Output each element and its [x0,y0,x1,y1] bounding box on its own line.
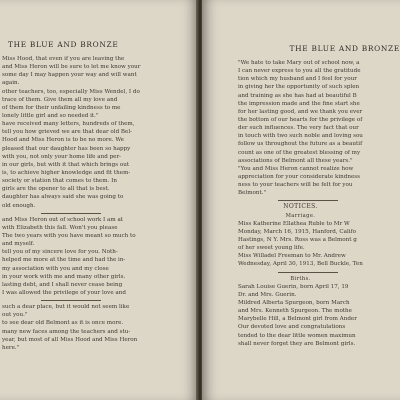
text-line: lasting debt, and I shall never cease being [2,281,123,288]
text-line: tion which my husband and I feel for your [238,76,357,83]
text-line: I was allowed the privilege of your love and [2,289,126,296]
text-line: other teachers, too, especially Miss Wendel, I do [2,88,140,95]
text-line: the bottom of our hearts for the privilege of [238,116,363,123]
text-line: count as one of the greatest blessing of my [238,149,361,156]
text-line: Monday, March 16, 1915, Hanford, Califo [238,228,356,235]
text-line: and Mrs. Kenneth Spurgeon. The mothe [238,308,352,315]
text-line: trace of them. Give them all my love and [2,96,118,103]
text-line: girls are the opener to all that is best. [2,186,110,193]
left-page-body [2,55,140,352]
text-line: lonely little girl and so needed it." [2,112,99,119]
text-line: Miss Willadel Freeman to Mr. Andrew [238,253,346,260]
text-line: I can never express to you all the gratitude [238,68,361,75]
text-line: with you, not only your home life and per- [2,153,122,160]
text-line: year, but most of all Miss Hood and Miss Heron [2,336,138,343]
text-line: old enough. [2,202,36,209]
left-page [0,0,198,400]
text-line: the impression made and the fine start she [238,100,360,107]
text-line: for her lasting good, and we thank you ever [238,108,363,115]
text-line: of her sweet young life. [238,245,305,252]
section-divider [41,300,101,301]
text-line: ness to your teachers will be felt for you [238,182,353,189]
marriage-heading: Marriage. [285,212,316,219]
text-line: have received many letters, hundreds of them, [2,121,135,128]
text-line: my association with you and my close [2,265,109,272]
text-line: Our devoted love and congratulations [238,324,346,331]
text-line: tended to the dear little women maximun [238,332,356,339]
text-line: Hood and Miss Heron is to be no more. We [2,137,124,144]
text-line: of them for their unfailing kindness to me [2,104,121,111]
text-line: and Miss Heron will be sure to let me know your [2,64,141,71]
text-line: some day I may happen your way and will want [2,72,137,79]
right-running-header: THE BLUE AND BRONZE [289,44,400,53]
text-line: with Elizabeth this fall. Won't you please [2,224,118,231]
notices-heading: NOTICES. [283,203,318,211]
text-line: der such influences. The very fact that our [238,125,359,132]
text-line: to see dear old Belmont as it is once more. [2,320,124,327]
text-line: and Miss Heron out of school work I am at [2,216,124,223]
text-line: pleased that our daughter has been so happy [2,145,131,152]
text-line: Sarah Louise Guerin, born April 17, 19 [238,283,349,290]
text-line: in our girls, but with it that which brings out [2,161,130,168]
section-divider [41,213,101,214]
left-running-header: THE BLUE AND BRONZE [8,40,119,49]
text-line: appreciation for your considerate kindness [238,173,361,180]
text-line: Dr. and Mrs. Guerin. [238,291,297,298]
text-line: and training as she has had at beautiful B [238,92,357,99]
text-line: Mildred Alberta Spurgeon, born March [238,299,350,306]
text-line: Wednesday, April 30, 1913, Bell Buckle, Ten [238,261,363,268]
text-line: Marybelle Hill, a Belmont girl from Ander [238,316,357,323]
text-line: tell you of my sincere love for you. Noth- [2,249,118,256]
text-line: in touch with two such noble and loving sou [238,133,363,140]
text-line: "We hate to take Mary out of school now, a [238,60,360,66]
section-divider [278,272,338,273]
text-line: here." [2,344,20,351]
right-page-body [238,59,363,348]
text-line: again. [2,80,20,87]
text-line: Miss Katherine Ellathea Ruble to Mr W [238,220,350,227]
text-line: tell you how grieved we are that dear old Bel- [2,129,133,136]
text-line: follow us throughout the future as a beautif [238,141,363,148]
text-line: out you." [2,312,28,319]
section-divider [278,200,338,201]
text-line: associations of Belmont all these years." [238,157,353,164]
text-line: daughter has always said she was going to [2,194,124,201]
text-line: Belmont." [238,190,267,197]
text-line: in your work with me and many other girls. [2,273,126,280]
text-line: in giving her the opportunity of such splen [238,84,360,91]
text-line: society or station that comes to them. In [2,178,117,185]
text-line: Hastings, N Y. Mrs. Ross was a Belmont g [238,236,357,243]
text-line: many new faces among the teachers and stu- [2,328,131,335]
text-line: and myself. [2,241,35,248]
text-line: is, to achieve higher knowledge and fit them- [2,169,131,176]
text-line: such a dear place, but it would not seem like [2,304,130,311]
right-page [202,0,400,400]
text-line: The two years with you have meant so much to [2,232,136,239]
births-heading: Births. [290,275,311,282]
text-line: helped me more at the time and had the in- [2,257,126,264]
text-line: shall never forget they are Belmont girls. [238,340,356,347]
text-line: "You and Miss Heron cannot realize how [238,165,354,172]
text-line: Miss Hood, that even if you are leaving the [2,56,125,62]
